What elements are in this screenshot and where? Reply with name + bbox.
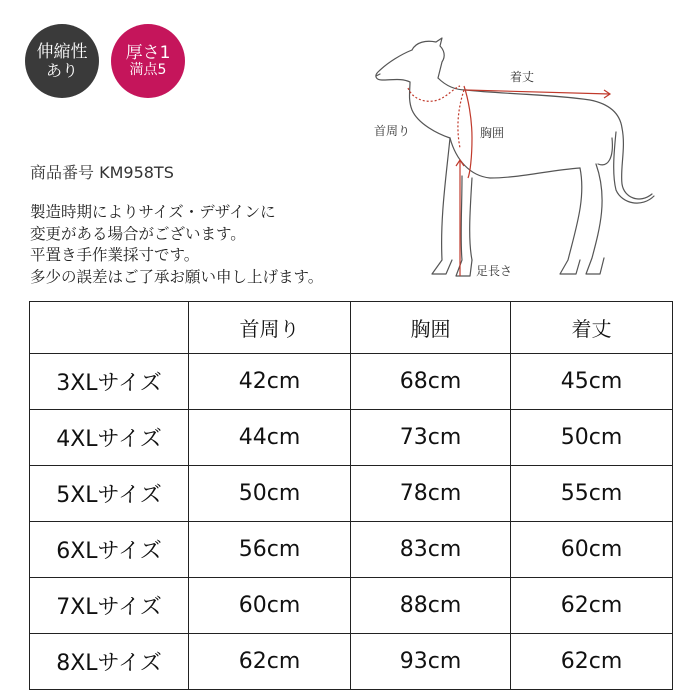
thickness-badge-line2: 満点5 <box>129 61 167 78</box>
chest-cell: 88cm <box>351 578 511 634</box>
size-name-cell: 6XLサイズ <box>30 522 189 578</box>
length-cell: 60cm <box>511 522 673 578</box>
length-cell: 45cm <box>511 354 673 410</box>
stretch-badge-line2: あり <box>45 60 78 80</box>
size-name-cell: 8XLサイズ <box>30 634 189 690</box>
stretch-badge <box>25 24 99 98</box>
neck-cell: 62cm <box>189 634 351 690</box>
header-cell: 着丈 <box>511 302 673 354</box>
chest-cell: 93cm <box>351 634 511 690</box>
size-name-cell: 4XLサイズ <box>30 410 189 466</box>
leg-label: 足長さ <box>476 264 513 278</box>
length-cell: 62cm <box>511 634 673 690</box>
stretch-badge-line1: 伸縮性 <box>36 41 88 62</box>
neck-cell: 50cm <box>189 466 351 522</box>
length-cell: 62cm <box>511 578 673 634</box>
size-name-cell: 3XLサイズ <box>30 354 189 410</box>
note-line: 製造時期によりサイズ・デザインに <box>30 203 276 221</box>
table-header-row <box>30 302 673 354</box>
note-line: 変更がある場合がございます。 <box>30 224 246 243</box>
thickness-badge-line1: 厚さ1 <box>125 42 171 63</box>
table-row <box>30 354 673 410</box>
neck-cell: 60cm <box>189 578 351 634</box>
dog-measurement-diagram <box>350 28 670 298</box>
table-row <box>30 410 673 466</box>
chest-cell: 83cm <box>351 522 511 578</box>
neck-cell: 42cm <box>189 354 351 410</box>
table-row <box>30 578 673 634</box>
table-row <box>30 522 673 578</box>
header-cell: 胸囲 <box>351 302 511 354</box>
size-table <box>29 301 673 690</box>
header-cell: 首周り <box>189 302 351 354</box>
table-row <box>30 466 673 522</box>
size-name-cell: 7XLサイズ <box>30 578 189 634</box>
notes <box>30 202 323 288</box>
chest-cell: 73cm <box>351 410 511 466</box>
table-row <box>30 634 673 690</box>
chest-label: 胸囲 <box>480 126 505 140</box>
length-cell: 50cm <box>511 410 673 466</box>
neck-label: 首周り <box>374 124 411 138</box>
chest-cell: 78cm <box>351 466 511 522</box>
size-name-cell: 5XLサイズ <box>30 466 189 522</box>
length-cell: 55cm <box>511 466 673 522</box>
product-code: 商品番号 KM958TS <box>30 163 174 182</box>
note-line: 平置き手作業採寸です。 <box>30 246 200 264</box>
header-cell <box>30 302 189 354</box>
neck-cell: 56cm <box>189 522 351 578</box>
length-label: 着丈 <box>510 70 535 84</box>
chest-cell: 68cm <box>351 354 511 410</box>
note-line: 多少の誤差はご了承お願い申し上げます。 <box>30 267 324 286</box>
thickness-badge <box>111 24 185 98</box>
neck-cell: 44cm <box>189 410 351 466</box>
